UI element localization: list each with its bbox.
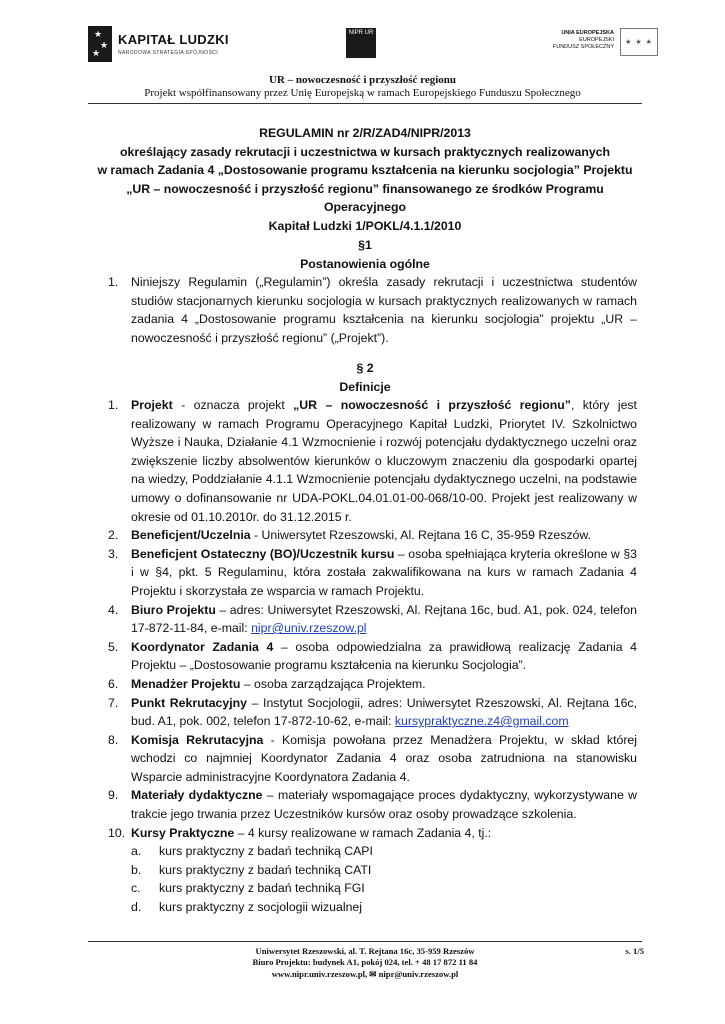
item-term: Beneficjent/Uczelnia: [131, 528, 251, 543]
section-2-list: [108, 396, 637, 917]
document-title: [88, 124, 642, 236]
item-term: Biuro Projektu: [131, 602, 216, 617]
sub-letter: b.: [131, 862, 142, 877]
sub-letter: d.: [131, 900, 142, 915]
sub-text: kurs praktyczny z badań techniką CATI: [159, 862, 372, 877]
title-line-5: Kapitał Ludzki 1/POKL/4.1.1/2010: [268, 218, 462, 233]
section-2-number: § 2: [356, 361, 374, 375]
item-number: 5.: [108, 639, 119, 654]
eu-flag-stars: ★ ★ ★: [625, 39, 653, 46]
eu-line3: FUNDUSZ SPOŁECZNY: [552, 44, 614, 50]
item-text: – Instytut Socjologii, adres: Uniwersytet Rzeszowski, Al. Rejtana 16c, bud. A1, pok. 002, telefon 17-872-10-62, e-mail:: [131, 695, 637, 729]
item-term: Kursy Praktyczne: [131, 825, 235, 840]
item-term: Punkt Rekrutacyjny: [131, 695, 247, 710]
footer-office: Biuro Projektu: budynek A1, pokój 024, tel. + 48 17 872 11 84: [252, 957, 478, 968]
course-sublist: [108, 842, 637, 916]
item-term-2: „UR – nowoczesność i przyszłość regionu”: [293, 398, 571, 412]
item-text: - Uniwersytet Rzeszowski, Al. Rejtana 16 C, 35-959 Rzeszów.: [250, 528, 591, 543]
header-cofinancing: Projekt współfinansowany przez Unię Europejską w ramach Europejskiego Funduszu Społecznego: [144, 87, 581, 99]
list-item: [108, 545, 637, 601]
list-item: [108, 273, 637, 347]
sublist-item: [131, 861, 637, 880]
list-item: [108, 638, 637, 675]
item-number: 10.: [108, 825, 126, 840]
item-term: Materiały dydaktyczne: [131, 788, 263, 803]
item-text: – osoba spełniająca kryteria określone w §3 i w §4, pkt. 5 Regulaminu, która została zakwalifikowana na kurs w ramach Zadania 4 Projektu i skorzystała ze wsparcia w ramach Projektu.: [131, 546, 637, 598]
item-number: 7.: [108, 695, 119, 710]
section-2-title: Definicje: [339, 379, 391, 394]
footer-contact: www.nipr.univ.rzeszow.pl, ✉ nipr@univ.rzeszow.pl: [271, 968, 459, 979]
sub-text: kurs praktyczny z socjologii wizualnej: [159, 900, 362, 915]
sub-letter: a.: [131, 844, 142, 859]
kapital-ludzki-logo: [88, 26, 229, 66]
eu-flag-icon: [620, 28, 658, 56]
item-text: - Komisja powołana przez Menadżera Projektu, w skład której wchodzi co najmniej Koordynator Zadania 4 oraz osoba zatrudniona na stanowisku Wsparcie administracyjne Koordynatora Zadania 4.: [131, 732, 637, 784]
item-text: – materiały wspomagające proces dydaktyczny, wykorzystywane w trakcie jego trwania przez Uczestników kursów oraz osoby prowadzące szkolenia.: [131, 788, 638, 822]
sub-text: kurs praktyczny z badań techniką FGI: [159, 881, 365, 896]
eu-line1: UNIA EUROPEJSKA: [561, 30, 614, 36]
section-1-title: Postanowienia ogólne: [300, 256, 430, 271]
item-text-2: , który jest realizowany w ramach Programu Operacyjnego Kapitał Ludzki, Priorytet IV. Szkolnictwo Wyższe i Nauka, Działanie 4.1 Wzmocnienie i rozwój potencjału dydaktycznego uczelni oraz zwiększenie liczby absolwentów kierunków o kluczowym znaczeniu dla gospodarki opartej na wiedzy, Poddziałanie 4.1.1 Wzmocnienie potencjału dydaktycznego uczelni, na podstawie umowy o dofinansowanie nr UDA-POKL.04.01.01-00-068/10-00. Projekt jest realizowany w okresie od 01.10.2010r. do 31.12.2015 r.: [131, 398, 637, 524]
footer-divider: [88, 941, 642, 942]
page-number: s. 1/5: [625, 946, 644, 956]
title-line-3: w ramach Zadania 4 „Dostosowanie programu kształcenia na kierunku socjologia” Projektu: [97, 163, 633, 178]
item-term: Menadżer Projektu: [131, 676, 241, 691]
item-number: 6.: [108, 676, 119, 691]
list-item: [108, 526, 637, 545]
item-term: Beneficjent Ostateczny (BO)/Uczestnik kursu: [131, 546, 395, 561]
item-text: – osoba zarządzająca Projektem.: [240, 676, 426, 691]
item-number: 1.: [108, 275, 119, 289]
header-divider: [88, 103, 642, 104]
eu-logo: [540, 28, 658, 64]
footer: [88, 946, 642, 980]
eu-logo-text: [540, 30, 614, 51]
header-project-name: UR – nowoczesność i przyszłość regionu: [268, 74, 457, 86]
title-line-1: REGULAMIN nr 2/R/ZAD4/NIPR/2013: [259, 126, 471, 140]
item-number: 4.: [108, 602, 119, 617]
list-item: [108, 731, 637, 787]
sub-text: kurs praktyczny z badań techniką CAPI: [159, 844, 373, 859]
kapital-ludzki-title: KAPITAŁ LUDZKI: [118, 32, 229, 47]
section-1-list: [108, 273, 637, 347]
title-line-4: „UR – nowoczesność i przyszłość regionu” finansowanego ze środków Programu Operacyjnego: [126, 181, 604, 215]
list-item: [108, 694, 637, 731]
footer-address: Uniwersytet Rzeszowski, al. T. Rejtana 16c, 35-959 Rzeszów: [255, 946, 475, 956]
sublist-item: [131, 898, 637, 917]
item-term: Projekt: [131, 398, 173, 412]
item-text: – 4 kursy realizowane w ramach Zadania 4, tj.:: [234, 825, 492, 840]
title-line-2: określający zasady rekrutacji i uczestnictwa w kursach praktycznych realizowanych: [119, 144, 611, 159]
list-item: [108, 786, 637, 823]
email-link-biuro[interactable]: nipr@univ.rzeszow.pl: [251, 621, 367, 636]
item-term: Komisja Rekrutacyjna: [131, 732, 264, 747]
sub-letter: c.: [131, 881, 141, 896]
item-number: 9.: [108, 788, 119, 803]
item-number: 8.: [108, 732, 119, 747]
item-term: Koordynator Zadania 4: [131, 639, 274, 654]
header-logos: [88, 24, 658, 68]
list-item: [108, 396, 637, 526]
kapital-ludzki-emblem-icon: ★ ★ ★: [88, 26, 112, 62]
sublist-item: [131, 842, 637, 861]
item-number: 3.: [108, 546, 119, 561]
list-item: [108, 675, 637, 694]
nipr-logo-text: NIPR UR: [348, 30, 374, 36]
list-item: [108, 824, 637, 843]
item-number: 2.: [108, 528, 119, 543]
item-number: 1.: [108, 398, 119, 412]
item-text: – adres: Uniwersytet Rzeszowski, Al. Rejtana 16c, bud. A1, pok. 024, telefon 17-872-11-84, e-mail:: [131, 602, 637, 636]
section-2-heading: [88, 359, 642, 396]
item-text: – osoba odpowiedzialna za prawidłową realizację Zadania 4 Projektu – „Dostosowanie programu kształcenia na kierunku Socjologia”.: [131, 639, 637, 673]
section-1-heading: [88, 236, 642, 273]
item-text: Niniejszy Regulamin („Regulamin”) określa zasady rekrutacji i uczestnictwa studentów studiów stacjonarnych kierunku socjologia w kursach praktycznych realizowanych w ramach zadania 4 „Dostosowanie programu kształcenia na kierunku socjologia” projektu „UR – nowoczesność i przyszłość regionu” („Projekt”).: [131, 275, 637, 345]
eu-line2: EUROPEJSKI: [579, 37, 614, 43]
sublist-item: [131, 879, 637, 898]
item-text: - oznacza projekt: [172, 398, 294, 412]
nipr-logo: [346, 28, 376, 58]
email-link-rekrutacja[interactable]: kursypraktyczne.z4@gmail.com: [394, 714, 569, 729]
section-1-number: §1: [358, 238, 372, 252]
list-item: [108, 601, 637, 638]
kapital-ludzki-subtitle: NARODOWA STRATEGIA SPÓJNOŚCI: [118, 50, 219, 56]
